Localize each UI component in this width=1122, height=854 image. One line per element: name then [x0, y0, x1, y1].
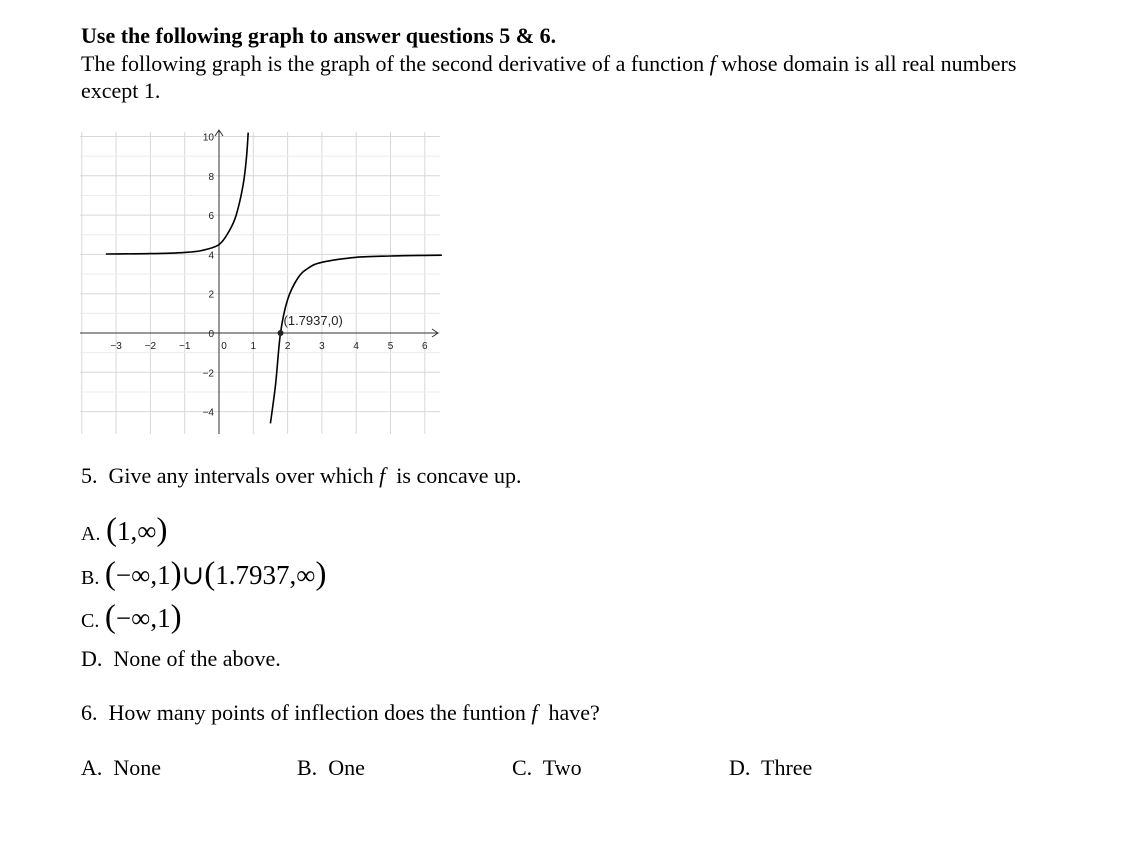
paren: ( — [105, 512, 117, 548]
x-tick-label: −1 — [178, 341, 191, 352]
q5-option-c[interactable] — [81, 599, 182, 635]
function-symbol: f — [709, 51, 716, 76]
option-letter: A. — [81, 523, 101, 545]
q5-function-symbol: f — [379, 463, 386, 488]
x-tick-label: −3 — [110, 341, 122, 352]
q6-number: 6. — [81, 700, 98, 725]
q5-text-after: is concave up. — [390, 463, 522, 488]
intro-text-after: whose domain is all real numbers except 1. — [81, 51, 1017, 103]
y-tick-label: −2 — [202, 368, 214, 380]
option-text: One — [328, 755, 365, 780]
paren: ) — [315, 556, 327, 592]
x-tick-label: 3 — [319, 341, 325, 352]
option-text: Three — [761, 755, 813, 780]
y-tick-label: 8 — [208, 171, 214, 183]
paren: ( — [104, 599, 116, 635]
interval: 1.7937,∞ — [215, 560, 316, 590]
q6-option-b[interactable] — [297, 754, 365, 782]
option-letter: C. — [81, 610, 100, 632]
question-6 — [81, 699, 600, 727]
q5-number: 5. — [81, 463, 98, 488]
x-tick-label: −2 — [144, 341, 157, 352]
y-tick-label: −4 — [202, 407, 214, 419]
x-tick-label: 2 — [284, 341, 291, 352]
y-tick-label: 4 — [208, 250, 214, 262]
q6-option-a[interactable] — [81, 754, 161, 782]
interval: 1,∞ — [116, 516, 157, 546]
x-tick-label: 4 — [353, 341, 359, 352]
x-tick-label: 6 — [422, 341, 428, 352]
worksheet-heading: Use the following graph to answer questions 5 & 6. — [81, 23, 557, 48]
q5-option-a[interactable] — [81, 512, 168, 548]
option-letter: D. — [729, 755, 751, 780]
q6-text-after: have? — [542, 700, 600, 725]
q6-function-symbol: f — [531, 700, 538, 725]
option-letter: C. — [512, 755, 533, 780]
q6-option-c[interactable] — [512, 754, 582, 782]
option-letter: B. — [81, 567, 100, 589]
zero-point-label: (1.7937,0) — [283, 313, 343, 328]
paren: ( — [204, 556, 216, 592]
paren: ) — [170, 599, 182, 635]
series-line-1 — [106, 133, 248, 254]
q5-option-d[interactable] — [81, 645, 281, 673]
zero-point-marker — [278, 330, 284, 336]
q5-option-b[interactable] — [81, 556, 327, 592]
question-5 — [81, 462, 522, 490]
interval: −∞,1 — [115, 560, 171, 590]
interval: −∞,1 — [115, 603, 171, 633]
paren: ( — [104, 556, 116, 592]
union-symbol: ∪ — [181, 560, 205, 590]
y-tick-label: 0 — [208, 329, 214, 340]
q6-text-before: How many points of inflection does the funtion — [108, 700, 532, 725]
option-letter: B. — [297, 755, 318, 780]
paren: ) — [170, 556, 182, 592]
q6-option-d[interactable] — [729, 754, 812, 782]
second-derivative-graph — [78, 128, 444, 438]
y-tick-label: 10 — [202, 132, 214, 144]
option-text: None of the above. — [113, 646, 281, 671]
x-tick-label: 1 — [250, 341, 257, 352]
y-tick-label: 6 — [208, 211, 214, 223]
option-letter: D. — [81, 646, 103, 671]
option-text: None — [113, 755, 162, 780]
x-tick-label: 5 — [387, 341, 394, 352]
q5-text-before: Give any intervals over which — [108, 463, 380, 488]
option-text: Two — [542, 755, 582, 780]
grid-lines — [80, 132, 440, 434]
paren: ) — [156, 512, 168, 548]
intro-paragraph — [81, 50, 1041, 104]
option-letter: A. — [81, 755, 103, 780]
intro-text-before: The following graph is the graph of the second derivative of a function — [81, 51, 710, 76]
y-tick-label: 2 — [208, 289, 214, 301]
x-tick-label: 0 — [221, 341, 227, 352]
